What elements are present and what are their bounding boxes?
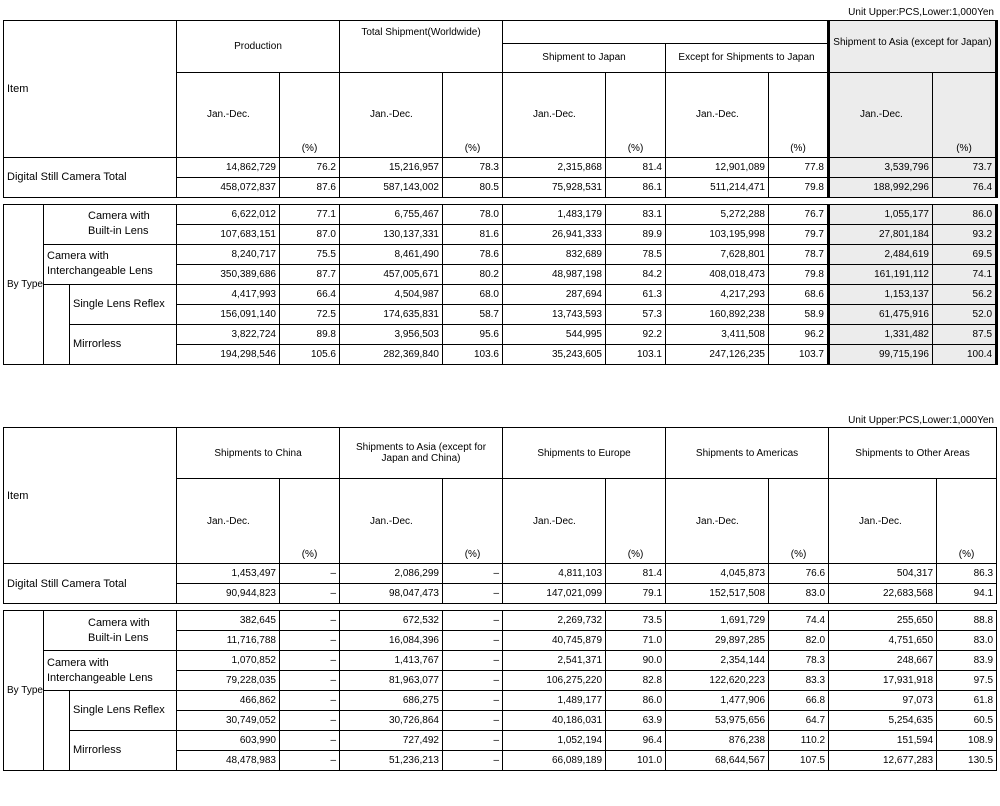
percent-cell: 66.4	[280, 284, 340, 304]
percent-cell: 76.6	[769, 564, 829, 584]
percent-cell: 87.5	[933, 324, 997, 344]
value-cell: 408,018,473	[666, 264, 769, 284]
value-cell: 40,186,031	[503, 711, 606, 731]
unit-note-1: Unit Upper:PCS,Lower:1,000Yen	[848, 7, 994, 18]
row-label-slr: Single Lens Reflex	[70, 284, 177, 324]
percent-cell: 78.6	[443, 244, 503, 264]
value-cell: 97,073	[829, 691, 937, 711]
value-cell: 4,217,293	[666, 284, 769, 304]
value-cell: 2,315,868	[503, 157, 606, 177]
value-cell: 6,622,012	[177, 204, 280, 224]
percent-cell: –	[443, 564, 503, 584]
percent-cell: 61.3	[606, 284, 666, 304]
value-cell: 40,745,879	[503, 631, 606, 651]
header-except-japan: Except for Shipments to Japan	[666, 44, 829, 73]
row-label-by-type: By Type	[4, 204, 44, 364]
value-cell: 1,153,137	[829, 284, 933, 304]
percent-label: (%)	[280, 72, 340, 157]
percent-cell: 56.2	[933, 284, 997, 304]
value-cell: 1,055,177	[829, 204, 933, 224]
percent-cell: 78.0	[443, 204, 503, 224]
percent-cell: 82.0	[769, 631, 829, 651]
percent-cell: 57.3	[606, 304, 666, 324]
value-cell: 2,269,732	[503, 611, 606, 631]
header-to-japan: Shipment to Japan	[503, 44, 666, 73]
percent-cell: 78.5	[606, 244, 666, 264]
value-cell: 4,045,873	[666, 564, 769, 584]
percent-cell: 103.7	[769, 344, 829, 364]
percent-cell: 64.7	[769, 711, 829, 731]
value-cell: 66,089,189	[503, 751, 606, 771]
value-cell: 832,689	[503, 244, 606, 264]
value-cell: 5,272,288	[666, 204, 769, 224]
percent-cell: 58.9	[769, 304, 829, 324]
percent-cell: 79.7	[769, 224, 829, 244]
percent-cell: 63.9	[606, 711, 666, 731]
percent-cell: 110.2	[769, 731, 829, 751]
value-cell: 27,801,184	[829, 224, 933, 244]
percent-cell: 72.5	[280, 304, 340, 324]
value-cell: 282,369,840	[340, 344, 443, 364]
value-cell: 4,504,987	[340, 284, 443, 304]
percent-cell: 73.7	[933, 157, 997, 177]
percent-cell: 86.0	[933, 204, 997, 224]
value-cell: 350,389,686	[177, 264, 280, 284]
value-cell: 75,928,531	[503, 177, 606, 197]
header-production: Production	[177, 21, 340, 73]
row-label-interchangeable: Camera with Interchangeable Lens	[44, 651, 177, 691]
percent-label: (%)	[280, 479, 340, 564]
value-cell: 1,691,729	[666, 611, 769, 631]
value-cell: 130,137,331	[340, 224, 443, 244]
percent-cell: 69.5	[933, 244, 997, 264]
percent-cell: –	[443, 711, 503, 731]
value-cell: 458,072,837	[177, 177, 280, 197]
percent-cell: 78.3	[769, 651, 829, 671]
value-cell: 4,751,650	[829, 631, 937, 651]
value-cell: 17,931,918	[829, 671, 937, 691]
value-cell: 457,005,671	[340, 264, 443, 284]
percent-cell: 77.8	[769, 157, 829, 177]
row-label-interchangeable: Camera with Interchangeable Lens	[44, 244, 177, 284]
value-cell: 1,477,906	[666, 691, 769, 711]
percent-cell: 103.6	[443, 344, 503, 364]
period-label: Jan.-Dec.	[503, 72, 606, 157]
value-cell: 3,822,724	[177, 324, 280, 344]
value-cell: 1,070,852	[177, 651, 280, 671]
percent-label: (%)	[443, 72, 503, 157]
row-label-mirrorless: Mirrorless	[70, 324, 177, 364]
percent-label: (%)	[443, 479, 503, 564]
period-label: Jan.-Dec.	[177, 72, 280, 157]
row-label-builtin: Camera with Built-in Lens	[44, 611, 177, 651]
value-cell: 2,086,299	[340, 564, 443, 584]
percent-cell: 108.9	[937, 731, 997, 751]
period-label: Jan.-Dec.	[666, 479, 769, 564]
value-cell: 26,941,333	[503, 224, 606, 244]
value-cell: 587,143,002	[340, 177, 443, 197]
percent-cell: 68.6	[769, 284, 829, 304]
value-cell: 13,743,593	[503, 304, 606, 324]
percent-cell: 107.5	[769, 751, 829, 771]
percent-cell: –	[280, 731, 340, 751]
percent-cell: 74.4	[769, 611, 829, 631]
value-cell: 511,214,471	[666, 177, 769, 197]
percent-cell: 97.5	[937, 671, 997, 691]
percent-cell: –	[280, 631, 340, 651]
value-cell: 4,417,993	[177, 284, 280, 304]
value-cell: 48,987,198	[503, 264, 606, 284]
header-total-shipment: Total Shipment(Worldwide)	[340, 21, 503, 44]
value-cell: 3,411,508	[666, 324, 769, 344]
value-cell: 686,275	[340, 691, 443, 711]
period-label: Jan.-Dec.	[666, 72, 769, 157]
value-cell: 672,532	[340, 611, 443, 631]
value-cell: 5,254,635	[829, 711, 937, 731]
indent-cell	[44, 691, 70, 771]
percent-cell: –	[280, 711, 340, 731]
percent-label: (%)	[937, 479, 997, 564]
row-label-builtin: Camera with Built-in Lens	[44, 204, 177, 244]
percent-cell: 84.2	[606, 264, 666, 284]
row-label-by-type: By Type	[4, 611, 44, 771]
header-americas: Shipments to Americas	[666, 428, 829, 479]
value-cell: 504,317	[829, 564, 937, 584]
value-cell: 103,195,998	[666, 224, 769, 244]
value-cell: 61,475,916	[829, 304, 933, 324]
value-cell: 30,749,052	[177, 711, 280, 731]
percent-cell: 77.1	[280, 204, 340, 224]
value-cell: 12,901,089	[666, 157, 769, 177]
percent-cell: 76.7	[769, 204, 829, 224]
value-cell: 876,238	[666, 731, 769, 751]
value-cell: 14,862,729	[177, 157, 280, 177]
percent-cell: 88.8	[937, 611, 997, 631]
percent-cell: –	[280, 671, 340, 691]
header-europe: Shipments to Europe	[503, 428, 666, 479]
percent-label: (%)	[769, 72, 829, 157]
percent-cell: 103.1	[606, 344, 666, 364]
percent-cell: 95.6	[443, 324, 503, 344]
value-cell: 29,897,285	[666, 631, 769, 651]
percent-cell: 83.9	[937, 651, 997, 671]
value-cell: 79,228,035	[177, 671, 280, 691]
percent-cell: 79.8	[769, 177, 829, 197]
separator	[4, 197, 997, 204]
percent-cell: 89.8	[280, 324, 340, 344]
value-cell: 727,492	[340, 731, 443, 751]
value-cell: 603,990	[177, 731, 280, 751]
percent-cell: 58.7	[443, 304, 503, 324]
row-label-total: Digital Still Camera Total	[4, 157, 177, 197]
percent-cell: 81.4	[606, 157, 666, 177]
percent-cell: 66.8	[769, 691, 829, 711]
percent-cell: 86.0	[606, 691, 666, 711]
value-cell: 53,975,656	[666, 711, 769, 731]
period-label: Jan.-Dec.	[503, 479, 606, 564]
percent-label: (%)	[769, 479, 829, 564]
period-label: Jan.-Dec.	[829, 479, 937, 564]
percent-cell: 89.9	[606, 224, 666, 244]
percent-cell: 87.7	[280, 264, 340, 284]
value-cell: 7,628,801	[666, 244, 769, 264]
value-cell: 16,084,396	[340, 631, 443, 651]
percent-cell: 94.1	[937, 584, 997, 604]
percent-cell: –	[280, 611, 340, 631]
percent-cell: 87.0	[280, 224, 340, 244]
value-cell: 11,716,788	[177, 631, 280, 651]
value-cell: 30,726,864	[340, 711, 443, 731]
value-cell: 4,811,103	[503, 564, 606, 584]
value-cell: 287,694	[503, 284, 606, 304]
value-cell: 15,216,957	[340, 157, 443, 177]
percent-label: (%)	[933, 72, 997, 157]
percent-cell: –	[443, 671, 503, 691]
percent-cell: 68.0	[443, 284, 503, 304]
percent-cell: 80.5	[443, 177, 503, 197]
value-cell: 382,645	[177, 611, 280, 631]
value-cell: 1,489,177	[503, 691, 606, 711]
row-label-total: Digital Still Camera Total	[4, 564, 177, 604]
value-cell: 152,517,508	[666, 584, 769, 604]
item-header: Item	[4, 21, 177, 158]
value-cell: 35,243,605	[503, 344, 606, 364]
percent-cell: –	[280, 691, 340, 711]
separator	[4, 604, 997, 611]
value-cell: 247,126,235	[666, 344, 769, 364]
percent-cell: 82.8	[606, 671, 666, 691]
value-cell: 174,635,831	[340, 304, 443, 324]
value-cell: 107,683,151	[177, 224, 280, 244]
percent-cell: –	[280, 564, 340, 584]
percent-cell: 78.3	[443, 157, 503, 177]
percent-cell: 83.0	[769, 584, 829, 604]
percent-cell: –	[443, 651, 503, 671]
percent-cell: –	[443, 691, 503, 711]
percent-cell: 83.0	[937, 631, 997, 651]
row-label-slr: Single Lens Reflex	[70, 691, 177, 731]
percent-cell: –	[280, 751, 340, 771]
value-cell: 544,995	[503, 324, 606, 344]
percent-cell: –	[443, 631, 503, 651]
percent-cell: 81.6	[443, 224, 503, 244]
unit-note-2: Unit Upper:PCS,Lower:1,000Yen	[848, 415, 994, 426]
percent-cell: 52.0	[933, 304, 997, 324]
header-other: Shipments to Other Areas	[829, 428, 997, 479]
value-cell: 466,862	[177, 691, 280, 711]
value-cell: 1,413,767	[340, 651, 443, 671]
value-cell: 98,047,473	[340, 584, 443, 604]
percent-cell: 76.2	[280, 157, 340, 177]
percent-cell: 74.1	[933, 264, 997, 284]
value-cell: 147,021,099	[503, 584, 606, 604]
value-cell: 6,755,467	[340, 204, 443, 224]
percent-cell: –	[443, 611, 503, 631]
shipment-table-2	[3, 427, 997, 771]
percent-cell: 60.5	[937, 711, 997, 731]
value-cell: 81,963,077	[340, 671, 443, 691]
value-cell: 122,620,223	[666, 671, 769, 691]
value-cell: 106,275,220	[503, 671, 606, 691]
item-header: Item	[4, 428, 177, 564]
percent-cell: 61.8	[937, 691, 997, 711]
indent-cell	[44, 284, 70, 364]
period-label: Jan.-Dec.	[829, 72, 933, 157]
percent-label: (%)	[606, 72, 666, 157]
value-cell: 68,644,567	[666, 751, 769, 771]
header-to-asia: Shipment to Asia (except for Japan)	[829, 21, 997, 73]
percent-cell: –	[280, 651, 340, 671]
percent-cell: 79.1	[606, 584, 666, 604]
value-cell: 90,944,823	[177, 584, 280, 604]
percent-cell: 105.6	[280, 344, 340, 364]
percent-cell: 79.8	[769, 264, 829, 284]
value-cell: 151,594	[829, 731, 937, 751]
value-cell: 160,892,238	[666, 304, 769, 324]
value-cell: 1,052,194	[503, 731, 606, 751]
percent-cell: 96.4	[606, 731, 666, 751]
value-cell: 2,541,371	[503, 651, 606, 671]
percent-label: (%)	[606, 479, 666, 564]
value-cell: 3,539,796	[829, 157, 933, 177]
percent-cell: 75.5	[280, 244, 340, 264]
percent-cell: 92.2	[606, 324, 666, 344]
value-cell: 12,677,283	[829, 751, 937, 771]
percent-cell: 130.5	[937, 751, 997, 771]
value-cell: 22,683,568	[829, 584, 937, 604]
percent-cell: 86.3	[937, 564, 997, 584]
value-cell: 3,956,503	[340, 324, 443, 344]
percent-cell: 86.1	[606, 177, 666, 197]
period-label: Jan.-Dec.	[340, 72, 443, 157]
percent-cell: –	[443, 731, 503, 751]
value-cell: 51,236,213	[340, 751, 443, 771]
value-cell: 2,354,144	[666, 651, 769, 671]
value-cell: 8,240,717	[177, 244, 280, 264]
percent-cell: 81.4	[606, 564, 666, 584]
value-cell: 48,478,983	[177, 751, 280, 771]
percent-cell: 87.6	[280, 177, 340, 197]
percent-cell: –	[280, 584, 340, 604]
header-china: Shipments to China	[177, 428, 340, 479]
row-label-mirrorless: Mirrorless	[70, 731, 177, 771]
percent-cell: 83.1	[606, 204, 666, 224]
value-cell: 8,461,490	[340, 244, 443, 264]
percent-cell: 78.7	[769, 244, 829, 264]
value-cell: 1,483,179	[503, 204, 606, 224]
percent-cell: 73.5	[606, 611, 666, 631]
value-cell: 1,331,482	[829, 324, 933, 344]
value-cell: 248,667	[829, 651, 937, 671]
value-cell: 255,650	[829, 611, 937, 631]
percent-cell: 93.2	[933, 224, 997, 244]
value-cell: 1,453,497	[177, 564, 280, 584]
value-cell: 2,484,619	[829, 244, 933, 264]
value-cell: 99,715,196	[829, 344, 933, 364]
value-cell: 161,191,112	[829, 264, 933, 284]
value-cell: 188,992,296	[829, 177, 933, 197]
shipment-table-1	[3, 20, 998, 365]
percent-cell: 76.4	[933, 177, 997, 197]
percent-cell: 96.2	[769, 324, 829, 344]
percent-cell: –	[443, 751, 503, 771]
percent-cell: 71.0	[606, 631, 666, 651]
period-label: Jan.-Dec.	[177, 479, 280, 564]
percent-cell: 83.3	[769, 671, 829, 691]
percent-cell: 80.2	[443, 264, 503, 284]
period-label: Jan.-Dec.	[340, 479, 443, 564]
percent-cell: 90.0	[606, 651, 666, 671]
value-cell: 194,298,546	[177, 344, 280, 364]
value-cell: 156,091,140	[177, 304, 280, 324]
percent-cell: –	[443, 584, 503, 604]
percent-cell: 100.4	[933, 344, 997, 364]
header-asia-ex: Shipments to Asia (except for Japan and China)	[340, 428, 503, 479]
percent-cell: 101.0	[606, 751, 666, 771]
